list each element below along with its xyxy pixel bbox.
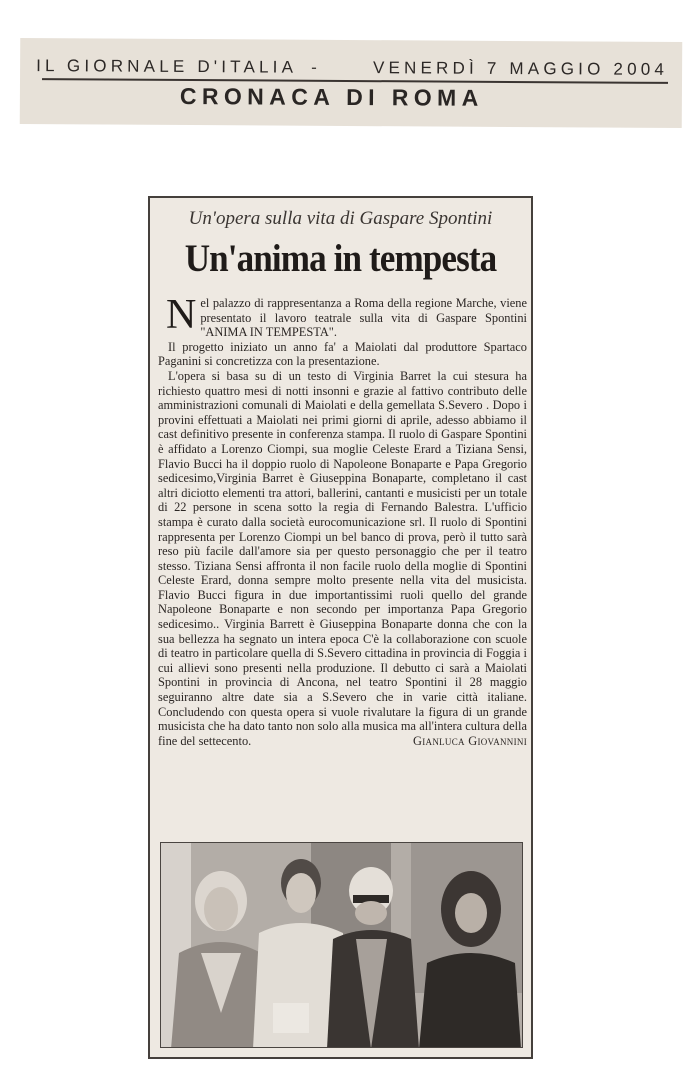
masthead-dateline [36, 56, 668, 80]
article-clipping [148, 196, 533, 1059]
article-body [158, 292, 527, 749]
newspaper-name: IL GIORNALE D'ITALIA [36, 56, 298, 77]
article-paragraph: L'opera si basa su di un testo di Virginia Barret la cui stesura ha richiesto quattro mesi di notti insonni e grazie al fattivo contributo delle amministrazioni comunali di Maiolati e della gemellata S.Severo . Dopo i provini effettuati a Maiolati nei primi giorni di aprile, adesso abbiamo il cast definitivo presente in conferenza stampa. Il ruolo di Gaspare Spontini è affidato a Lorenzo Ciompi, sua moglie Celeste Erard a Tiziana Sensi, Flavio Bucci ha il doppio ruolo di Napoleone Bonaparte e Papa Gregorio sedicesimo,Virginia Barret è Giuseppina Bonaparte, completano il cast altri diciotto elementi tra attori, ballerini, cantanti e musicisti per un totale di 22 persone in scena sotto la regia di Fernando Balestra. L'ufficio stampa è curato dalla società eurocomunicazione srl. Il ruolo di Spontini rappresenta per Lorenzo Ciompi un bel banco di prova, però il tutto sarà reso più facile dall'amore sia per questo personaggio che per il teatro stesso. Tiziana Sensi affronta il non facile ruolo della moglie di Spontini Celeste Erard, donna sempre molto presente nella vita del musicista. Flavio Bucci figura in due importantissimi ruoli quello del grande Napoleone Bonaparte e non secondo per importanza Papa Gregorio sedicesimo.. Virginia Barrett è Giuseppina Bonaparte donna che con la sua bellezza ha segnato un intera epoca C'è la collaborazione con scuole di teatro in particolare quella di S.Severo cittadina in provincia di Foggia i cui allievi sono presenti nella produzione. Il debutto ci sarà a Maiolati Spontini in provincia di Ancona, nel teatro Spontini il 28 maggio seguiranno altre date sia a S.Severo che in varie città italiane. Concludendo con questa opera si vuole rivalutare la figura di un grande musicista che ha dato tanto non solo alla musica ma all'intera cultura della fine del settecento. [158, 368, 527, 748]
cast-photo [160, 842, 523, 1048]
cast-photo-image [161, 843, 523, 1048]
paragraph-text: el palazzo di rappresentanza a Roma della regione Marche, viene presentato il lavoro teatrale sulla vita di Gaspare Spontini "ANIMA IN TEMPESTA". [200, 296, 527, 340]
newspaper-masthead [20, 38, 683, 128]
drop-cap: N [166, 292, 197, 338]
article-kicker: Un'opera sulla vita di Gaspare Spontini [188, 208, 493, 229]
article-headline: Un'anima in tempesta [184, 237, 497, 280]
article-paragraph: Il progetto iniziato un anno fa' a Maiolati dal produttore Spartaco Paganini si concretizza con la presentazione. [158, 339, 527, 369]
article-paragraph [158, 292, 527, 340]
section-title: CRONACA DI ROMA [179, 82, 484, 111]
masthead-separator: - [311, 57, 322, 77]
article-byline: Gianluca Giovannini [412, 734, 527, 749]
publication-date: VENERDÌ 7 MAGGIO 2004 [372, 58, 669, 79]
